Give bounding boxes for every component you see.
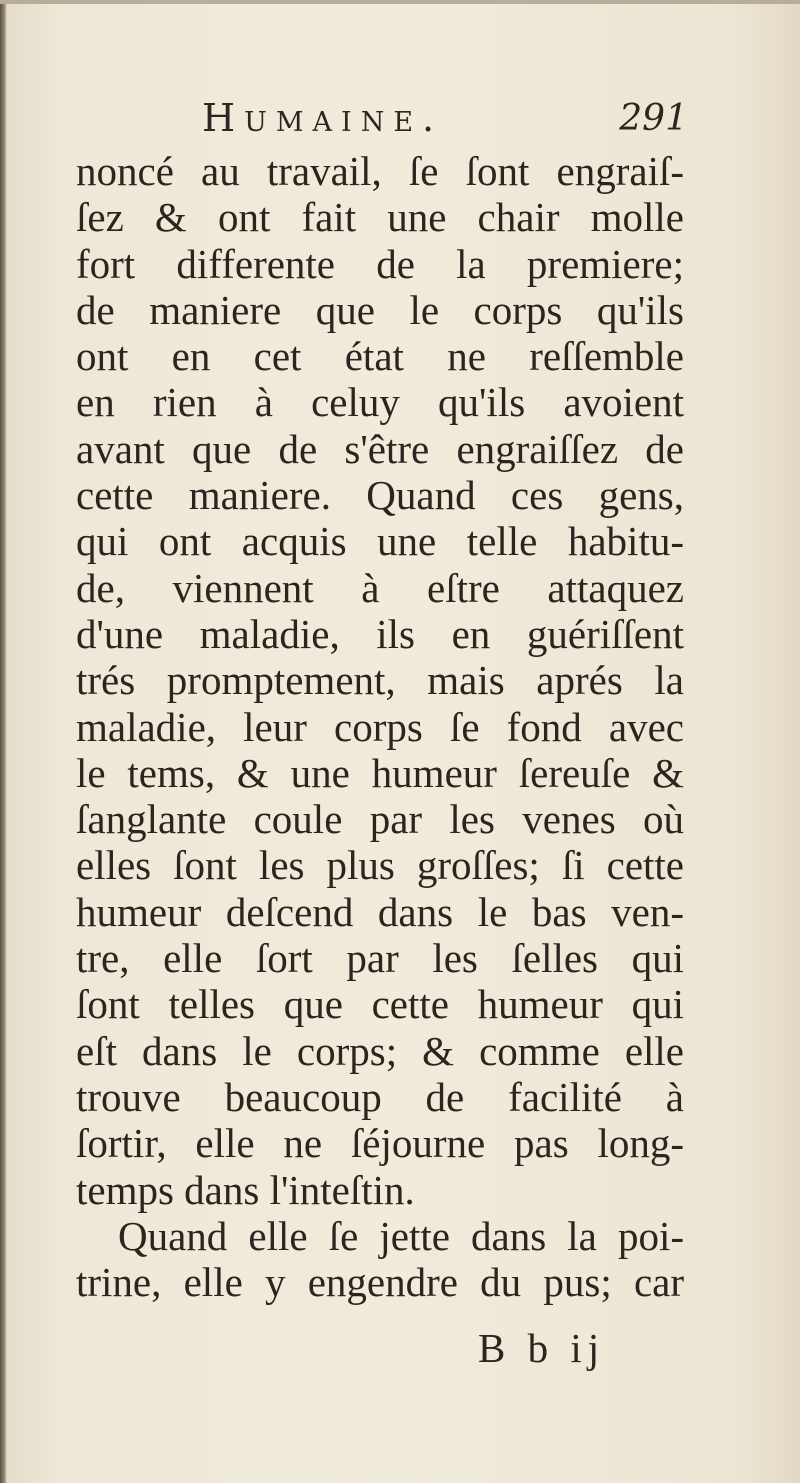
running-head-title: Humaine. bbox=[202, 96, 444, 140]
text-line: ſont telles que cette humeur qui bbox=[76, 981, 684, 1028]
text-line: trouve beaucoup de facilité à bbox=[76, 1073, 684, 1120]
text-line: ont en cet état ne reſſemble bbox=[76, 333, 684, 380]
text-line: fort differente de la premiere; bbox=[76, 240, 684, 287]
text-line: d'une maladie, ils en guériſſent bbox=[76, 610, 684, 657]
signature-mark: B b ij bbox=[478, 1325, 606, 1371]
binding-edge bbox=[0, 0, 7, 1483]
text-line: ſanglante coule par les venes où bbox=[76, 796, 684, 843]
text-line: en rien à celuy qu'ils avoient bbox=[76, 379, 684, 426]
text-line: trés promptement, mais aprés la bbox=[76, 657, 684, 704]
text-line: temps dans l'inteſtin. bbox=[76, 1166, 415, 1213]
text-line: de, viennent à eſtre attaquez bbox=[76, 564, 684, 611]
text-line: Quand elle ſe jette dans la poi- bbox=[118, 1212, 684, 1259]
page-top-edge bbox=[0, 0, 800, 4]
text-line: de maniere que le corps qu'ils bbox=[76, 286, 684, 333]
text-line: maladie, leur corps ſe fond avec bbox=[76, 703, 684, 750]
running-head bbox=[78, 92, 688, 144]
text-line: humeur deſcend dans le bas ven- bbox=[76, 888, 684, 935]
page-number: 291 bbox=[619, 98, 688, 139]
text-line: eſt dans le corps; & comme elle bbox=[76, 1027, 684, 1074]
body-text bbox=[76, 148, 684, 1305]
text-line: ſez & ont fait une chair molle bbox=[76, 194, 684, 241]
text-line: cette maniere. Quand ces gens, bbox=[76, 472, 684, 519]
text-line: tre, elle ſort par les ſelles qui bbox=[76, 935, 684, 982]
text-line: avant que de s'être engraiſſez de bbox=[76, 425, 684, 472]
text-line: noncé au travail, ſe ſont engraiſ- bbox=[76, 148, 684, 194]
text-line: le tems, & une humeur ſereuſe & bbox=[76, 749, 684, 796]
text-line: qui ont acquis une telle habitu- bbox=[76, 518, 684, 565]
text-line: trine, elle y engendre du pus; car bbox=[76, 1259, 684, 1306]
text-line: elles ſont les plus groſſes; ſi cette bbox=[76, 842, 684, 889]
text-line: ſortir, elle ne ſéjourne pas long- bbox=[76, 1120, 684, 1167]
